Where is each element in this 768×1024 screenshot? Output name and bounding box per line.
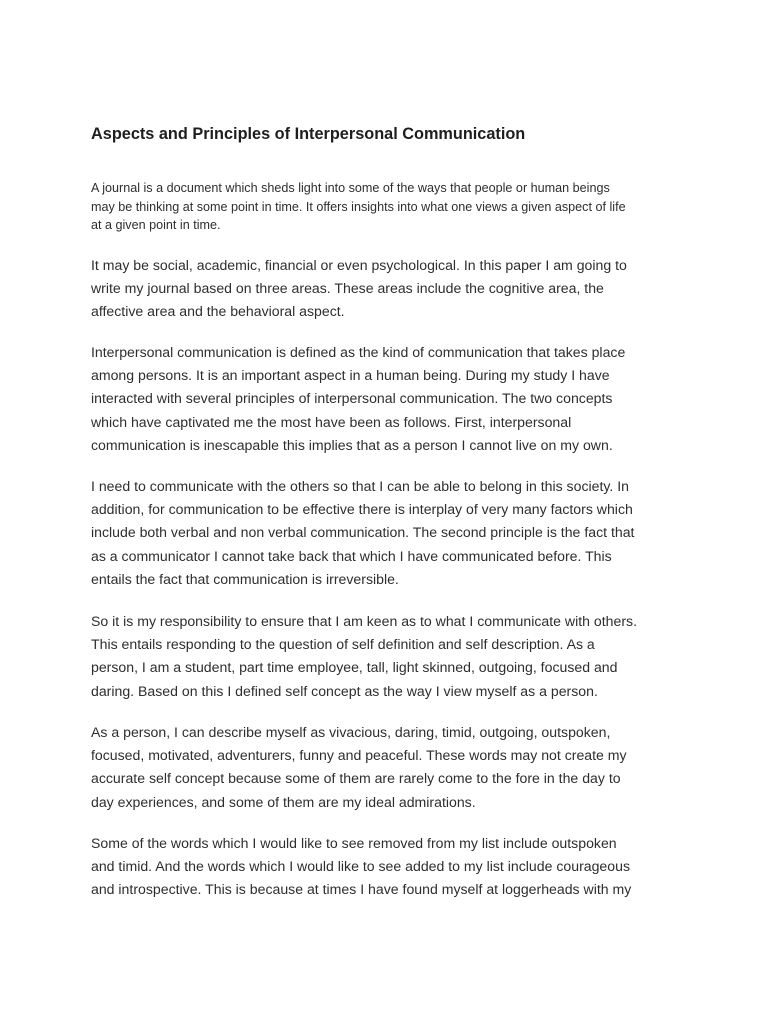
body-paragraph (91, 254, 691, 324)
text-line: and timid. And the words which I would like to see added to my list include courageous (91, 858, 630, 875)
text-line: may be thinking at some point in time. It offers insights into what one views a given aspect of life (91, 199, 626, 214)
body-paragraph (91, 721, 691, 814)
document-title: Aspects and Principles of Interpersonal Communication (91, 125, 526, 143)
body-paragraph (91, 610, 691, 703)
text-line: among persons. It is an important aspect in a human being. During my study I have (91, 367, 610, 384)
text-line: day experiences, and some of them are my ideal admirations. (91, 793, 476, 810)
text-line: at a given point in time. (91, 218, 221, 232)
text-line: which have captivated me the most have been as follows. First, interpersonal (91, 413, 572, 430)
text-line: and introspective. This is because at times I have found myself at loggerheads with my (91, 881, 632, 898)
text-line: interacted with several principles of interpersonal communication. The two concepts (91, 390, 613, 407)
text-line: addition, for communication to be effective there is interplay of very many factors which (91, 501, 633, 518)
text-line: include both verbal and non verbal communication. The second principle is the fact that (91, 524, 635, 541)
text-line: Some of the words which I would like to see removed from my list include outspoken (91, 835, 617, 851)
text-line: This entails responding to the question of self definition and self description. As a (91, 636, 595, 653)
text-line: person, I am a student, part time employee, tall, light skinned, outgoing, focused and (91, 659, 618, 676)
text-line: accurate self concept because some of them are rarely come to the fore in the day to (91, 770, 621, 787)
text-line: affective area and the behavioral aspect. (91, 303, 345, 320)
text-line: I need to communicate with the others so that I can be able to belong in this society. In (91, 478, 629, 494)
text-line: focused, motivated, adventurers, funny and peaceful. These words may not create my (91, 747, 627, 764)
body-paragraph (91, 341, 691, 457)
text-line: So it is my responsibility to ensure that I am keen as to what I communicate with others. (91, 613, 637, 629)
text-line: communication is inescapable this implies that as a person I cannot live on my own. (91, 436, 613, 453)
text-line: As a person, I can describe myself as vivacious, daring, timid, outgoing, outspoken, (91, 724, 611, 740)
text-line: A journal is a document which sheds light into some of the ways that people or human beings (91, 181, 610, 195)
text-line: It may be social, academic, financial or even psychological. In this paper I am going to (91, 257, 627, 273)
text-line: entails the fact that communication is irreversible. (91, 570, 399, 587)
text-line: Interpersonal communication is defined as the kind of communication that takes place (91, 344, 626, 360)
intro-paragraph (91, 179, 691, 235)
body-paragraph (91, 832, 691, 902)
body-paragraph (91, 475, 691, 591)
text-line: write my journal based on three areas. These areas include the cognitive area, the (91, 280, 604, 297)
text-line: as a communicator I cannot take back that which I have communicated before. This (91, 547, 612, 564)
text-line: daring. Based on this I defined self concept as the way I view myself as a person. (91, 682, 598, 699)
